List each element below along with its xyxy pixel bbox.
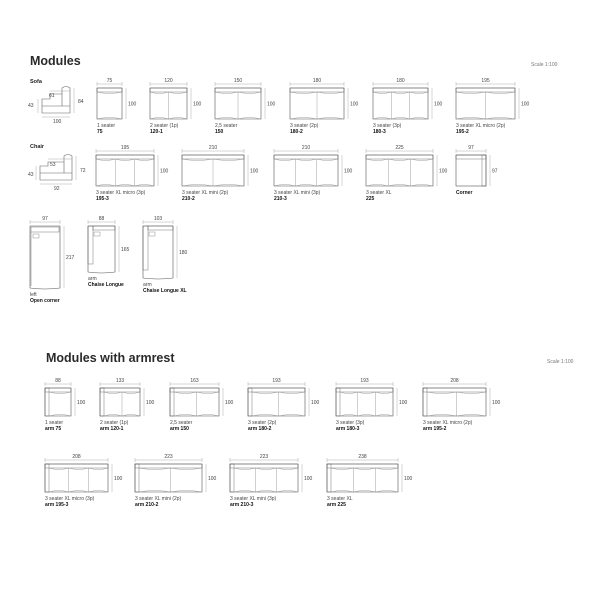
plain-module-desc-4: 3 seater (3p) bbox=[373, 123, 402, 129]
plain-module-caption-1 bbox=[150, 123, 178, 135]
plain-module-depth-3: 100 bbox=[350, 101, 359, 108]
plain-module-desc-11: left bbox=[30, 292, 37, 298]
plain-module-desc-3: 3 seater (2p) bbox=[290, 123, 319, 129]
plain-module-depth-11: 217 bbox=[66, 255, 75, 261]
armrest-module-desc-5: 3 seater XL micro (2p) bbox=[423, 420, 473, 426]
plain-module-8 bbox=[274, 145, 353, 186]
armrest-module-width-9: 238 bbox=[358, 454, 367, 460]
plain-module-desc-12: arm bbox=[88, 276, 97, 282]
plain-module-depth-8: 100 bbox=[344, 168, 353, 175]
armrest-module-caption-3 bbox=[248, 420, 276, 432]
armrest-module-depth-3: 100 bbox=[311, 400, 320, 406]
armrest-module-caption-4 bbox=[336, 420, 364, 432]
sofa-dim-seat-height: 43 bbox=[28, 103, 34, 109]
armrest-module-depth-7: 100 bbox=[208, 476, 217, 482]
chair-profile bbox=[40, 155, 72, 181]
plain-module-caption-8 bbox=[274, 190, 320, 202]
armrest-module-depth-1: 100 bbox=[146, 400, 155, 406]
plain-module-depth-10: 97 bbox=[492, 168, 498, 175]
plain-module-depth-4: 100 bbox=[434, 101, 443, 108]
plain-module-code-9: 225 bbox=[366, 196, 375, 202]
armrest-module-depth-0: 100 bbox=[77, 400, 86, 406]
plain-module-3 bbox=[290, 78, 359, 119]
armrest-module-caption-0 bbox=[45, 420, 63, 432]
armrest-module-0 bbox=[45, 378, 86, 416]
sofa-profile bbox=[42, 87, 70, 114]
armrest-module-width-3: 193 bbox=[272, 378, 281, 384]
plain-module-width-12: 88 bbox=[98, 216, 105, 222]
plain-module-desc-2: 2,5 seater bbox=[215, 123, 238, 129]
plain-module-code-0: 75 bbox=[97, 129, 103, 135]
armrest-module-width-5: 208 bbox=[450, 378, 459, 384]
armrest-module-width-2: 163 bbox=[190, 378, 199, 384]
armrest-module-depth-2: 100 bbox=[225, 400, 234, 406]
plain-module-4 bbox=[373, 78, 443, 119]
sofa-dimensions bbox=[38, 88, 74, 117]
plain-module-desc-1: 2 seater (1p) bbox=[150, 123, 179, 129]
plain-module-width-13: 103 bbox=[153, 216, 163, 222]
plain-module-width-2: 150 bbox=[233, 78, 243, 84]
armrest-module-depth-8: 100 bbox=[304, 476, 313, 482]
plain-module-1 bbox=[150, 78, 202, 119]
armrest-module-1 bbox=[100, 378, 155, 416]
plain-module-caption-4 bbox=[373, 123, 401, 135]
plain-module-5 bbox=[456, 78, 530, 119]
armrest-module-caption-8 bbox=[230, 496, 276, 508]
armrest-module-code-1: arm 120-1 bbox=[100, 426, 124, 432]
plain-module-caption-10 bbox=[456, 190, 472, 196]
plain-module-width-7: 210 bbox=[208, 145, 218, 151]
armrest-module-desc-7: 3 seater XL mini (2p) bbox=[135, 496, 182, 502]
armrest-module-5 bbox=[423, 378, 501, 416]
plain-module-9 bbox=[366, 145, 448, 186]
scale-label-armrest: Scale 1:100 bbox=[547, 359, 574, 365]
armrest-module-depth-4: 100 bbox=[399, 400, 408, 406]
scale-label-modules: Scale 1:100 bbox=[531, 62, 558, 68]
plain-module-width-4: 180 bbox=[396, 78, 405, 84]
plain-module-desc-9: 3 seater XL bbox=[366, 190, 392, 196]
plain-module-13 bbox=[143, 216, 188, 279]
plain-module-depth-13: 180 bbox=[179, 250, 188, 256]
armrest-module-caption-7 bbox=[135, 496, 181, 508]
plain-module-12 bbox=[88, 216, 130, 273]
plain-module-width-0: 75 bbox=[106, 78, 113, 84]
plain-module-desc-8: 3 seater XL mini (3p) bbox=[274, 190, 321, 196]
plain-module-depth-6: 100 bbox=[160, 168, 169, 175]
plain-module-width-1: 120 bbox=[164, 78, 173, 84]
armrest-module-width-0: 88 bbox=[55, 378, 61, 384]
plain-module-width-9: 225 bbox=[395, 145, 404, 151]
plain-module-desc-5: 3 seater XL micro (2p) bbox=[456, 123, 506, 129]
plain-module-desc-0: 1 seater bbox=[97, 123, 116, 129]
plain-module-code-2: 150 bbox=[215, 129, 224, 135]
armrest-module-6 bbox=[45, 454, 123, 492]
armrest-module-code-9: arm 225 bbox=[327, 502, 346, 508]
plain-module-code-4: 180-3 bbox=[373, 129, 386, 135]
armrest-module-2 bbox=[170, 378, 234, 416]
armrest-module-desc-4: 3 seater (3p) bbox=[336, 420, 365, 426]
armrest-module-width-4: 193 bbox=[360, 378, 369, 384]
plain-module-caption-0 bbox=[97, 123, 115, 135]
plain-module-caption-5 bbox=[456, 123, 505, 135]
plain-module-depth-7: 100 bbox=[250, 168, 259, 175]
armrest-module-desc-8: 3 seater XL mini (3p) bbox=[230, 496, 277, 502]
plain-module-code-8: 210-3 bbox=[274, 196, 287, 202]
plain-module-depth-9: 100 bbox=[439, 168, 448, 175]
armrest-module-code-4: arm 180-3 bbox=[336, 426, 360, 432]
plain-module-width-8: 210 bbox=[301, 145, 311, 151]
armrest-module-code-7: arm 210-2 bbox=[135, 502, 159, 508]
plain-module-code-1: 120-1 bbox=[150, 129, 163, 135]
armrest-module-code-5: arm 195-2 bbox=[423, 426, 447, 432]
plain-module-2 bbox=[215, 78, 276, 119]
plain-module-code-10: Corner bbox=[456, 190, 473, 196]
plain-module-caption-6 bbox=[96, 190, 145, 202]
armrest-module-caption-6 bbox=[45, 496, 94, 508]
armrest-module-depth-5: 100 bbox=[492, 400, 501, 406]
plain-module-desc-6: 3 seater XL micro (3p) bbox=[96, 190, 146, 196]
chair-dim-depth: 92 bbox=[54, 186, 60, 192]
armrest-module-desc-6: 3 seater XL micro (3p) bbox=[45, 496, 95, 502]
plain-module-code-7: 210-2 bbox=[182, 196, 195, 202]
armrest-module-3 bbox=[248, 378, 320, 416]
armrest-module-width-1: 133 bbox=[115, 378, 125, 384]
sofa-dim-height: 84 bbox=[78, 99, 84, 105]
plain-module-7 bbox=[182, 145, 259, 186]
armrest-module-desc-2: 2,5 seater bbox=[170, 420, 193, 426]
armrest-module-caption-1 bbox=[100, 420, 128, 432]
plain-module-caption-12 bbox=[88, 276, 124, 288]
armrest-module-code-3: arm 180-2 bbox=[248, 426, 272, 432]
armrest-module-desc-9: 3 seater XL bbox=[327, 496, 353, 502]
armrest-module-8 bbox=[230, 454, 313, 492]
plain-module-code-5: 195-2 bbox=[456, 129, 469, 135]
chair-label: Chair bbox=[30, 144, 45, 150]
plain-module-11 bbox=[30, 216, 75, 289]
chair-dim-seat-depth: 53 bbox=[50, 162, 56, 168]
armrest-module-width-7: 223 bbox=[164, 454, 173, 460]
plain-module-code-6: 195-3 bbox=[96, 196, 109, 202]
armrest-module-depth-9: 100 bbox=[404, 476, 413, 482]
armrest-module-desc-3: 3 seater (2p) bbox=[248, 420, 277, 426]
plain-module-width-3: 180 bbox=[312, 78, 322, 84]
chair-dim-height: 72 bbox=[80, 168, 86, 174]
plain-module-caption-7 bbox=[182, 190, 228, 202]
plain-module-depth-0: 100 bbox=[128, 101, 137, 108]
plain-module-code-11: Open corner bbox=[30, 298, 60, 304]
plain-module-width-11: 97 bbox=[42, 216, 48, 222]
chair-dim-seat-height: 43 bbox=[28, 172, 34, 178]
sofa-label: Sofa bbox=[30, 79, 42, 85]
plain-module-width-6: 195 bbox=[120, 145, 130, 151]
plain-module-code-3: 180-2 bbox=[290, 129, 303, 135]
plain-module-code-12: Chaise Longue bbox=[88, 282, 124, 288]
plain-module-depth-2: 100 bbox=[267, 101, 276, 108]
plain-module-depth-5: 100 bbox=[521, 101, 530, 108]
armrest-module-caption-2 bbox=[170, 420, 192, 432]
plain-module-width-10: 97 bbox=[468, 145, 474, 151]
sofa-dim-seat-depth: 61 bbox=[49, 93, 55, 99]
armrest-module-caption-9 bbox=[327, 496, 353, 508]
plain-module-6 bbox=[96, 145, 169, 186]
plain-module-desc-13: arm bbox=[143, 282, 152, 288]
armrest-module-caption-5 bbox=[423, 420, 472, 432]
plain-module-caption-11 bbox=[30, 292, 60, 304]
armrest-module-4 bbox=[336, 378, 408, 416]
plain-module-depth-1: 100 bbox=[193, 101, 202, 108]
plain-module-10 bbox=[456, 145, 498, 186]
armrest-module-desc-1: 2 seater (1p) bbox=[100, 420, 129, 426]
sofa-dim-depth: 100 bbox=[53, 119, 62, 125]
plain-module-caption-9 bbox=[366, 190, 392, 202]
armrest-module-width-6: 208 bbox=[72, 454, 81, 460]
armrest-module-code-2: arm 150 bbox=[170, 426, 189, 432]
armrest-module-depth-6: 100 bbox=[114, 476, 123, 482]
armrest-module-9 bbox=[327, 454, 413, 492]
plain-module-width-5: 195 bbox=[481, 78, 490, 84]
plain-module-depth-12: 165 bbox=[121, 247, 130, 253]
plain-module-caption-13 bbox=[143, 282, 187, 294]
plain-module-code-13: Chaise Longue XL bbox=[143, 288, 187, 294]
armrest-module-code-8: arm 210-3 bbox=[230, 502, 254, 508]
plain-module-desc-7: 3 seater XL mini (2p) bbox=[182, 190, 229, 196]
armrest-module-desc-0: 1 seater bbox=[45, 420, 64, 426]
section-title-armrest: Modules with armrest bbox=[46, 351, 175, 365]
armrest-module-code-6: arm 195-3 bbox=[45, 502, 69, 508]
plain-module-0 bbox=[97, 78, 137, 119]
armrest-module-code-0: arm 75 bbox=[45, 426, 62, 432]
plain-module-caption-2 bbox=[215, 123, 237, 135]
plain-module-caption-3 bbox=[290, 123, 318, 135]
armrest-module-7 bbox=[135, 454, 217, 492]
section-title-modules: Modules bbox=[30, 54, 81, 68]
armrest-module-width-8: 223 bbox=[259, 454, 269, 460]
